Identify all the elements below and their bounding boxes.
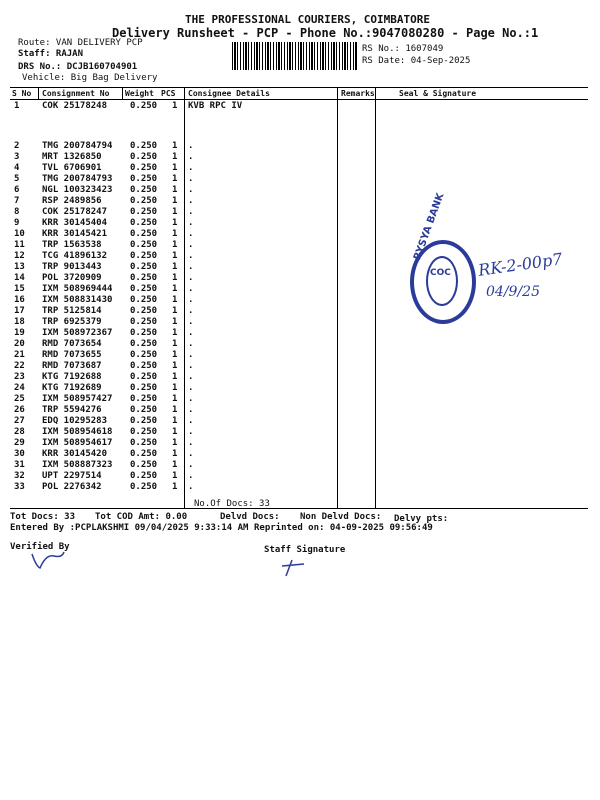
table-row [0, 174, 600, 185]
table-row [0, 383, 600, 394]
row-weight: 0.250 [130, 185, 158, 195]
row-sno: 7 [14, 196, 20, 206]
row-sno: 25 [14, 394, 25, 404]
row-consignee: KVB RPC IV [188, 101, 243, 111]
table-row [0, 240, 600, 251]
row-consignment-no: IXM 508954617 [42, 438, 113, 448]
table-row [0, 101, 600, 112]
table-row [0, 163, 600, 174]
stamp-inner-ring [426, 256, 458, 306]
table-row [0, 416, 600, 427]
row-consignee: . [188, 482, 194, 492]
row-weight: 0.250 [130, 482, 158, 492]
total-cod-amount: Tot COD Amt: 0.00 [95, 512, 188, 522]
table-row [0, 306, 600, 317]
row-consignee: . [188, 240, 194, 250]
staff-signature [278, 556, 308, 578]
row-consignee: . [188, 394, 194, 404]
row-pcs: 1 [172, 460, 178, 470]
row-consignment-no: IXM 508972367 [42, 328, 113, 338]
row-consignee: . [188, 306, 194, 316]
row-consignment-no: TVL 6706901 [42, 163, 102, 173]
row-sno: 2 [14, 141, 20, 151]
col-sno: S No [12, 89, 32, 98]
row-consignee: . [188, 207, 194, 217]
row-sno: 17 [14, 306, 25, 316]
row-weight: 0.250 [130, 295, 158, 305]
table-row [0, 317, 600, 328]
row-consignment-no: POL 2276342 [42, 482, 102, 492]
row-pcs: 1 [172, 262, 178, 272]
row-weight: 0.250 [130, 383, 158, 393]
row-weight: 0.250 [130, 416, 158, 426]
total-docs: Tot Docs: 33 [10, 512, 76, 522]
row-pcs: 1 [172, 174, 178, 184]
row-sno: 5 [14, 174, 20, 184]
table-row [0, 460, 600, 471]
row-pcs: 1 [172, 394, 178, 404]
row-pcs: 1 [172, 229, 178, 239]
row-pcs: 1 [172, 152, 178, 162]
row-sno: 33 [14, 482, 25, 492]
staff-label: Staff: RAJAN [18, 49, 84, 59]
table-row [0, 196, 600, 207]
table-row [0, 405, 600, 416]
table-row [0, 482, 600, 493]
row-sno: 26 [14, 405, 25, 415]
table-row [0, 152, 600, 163]
row-weight: 0.250 [130, 449, 158, 459]
row-pcs: 1 [172, 218, 178, 228]
row-consignee: . [188, 328, 194, 338]
table-row [0, 207, 600, 218]
row-consignee: . [188, 350, 194, 360]
row-weight: 0.250 [130, 328, 158, 338]
row-consignee: . [188, 449, 194, 459]
row-sno: 23 [14, 372, 25, 382]
row-weight: 0.250 [130, 350, 158, 360]
row-weight: 0.250 [130, 306, 158, 316]
row-pcs: 1 [172, 383, 178, 393]
row-weight: 0.250 [130, 101, 158, 111]
row-pcs: 1 [172, 141, 178, 151]
row-consignment-no: TCG 41896132 [42, 251, 108, 261]
col-weight: Weight [125, 89, 154, 98]
row-weight: 0.250 [130, 317, 158, 327]
row-consignee: . [188, 262, 194, 272]
row-weight: 0.250 [130, 372, 158, 382]
row-pcs: 1 [172, 163, 178, 173]
row-pcs: 1 [172, 207, 178, 217]
row-sno: 18 [14, 317, 25, 327]
stamp-center-text: COC [430, 268, 451, 278]
row-consignee: . [188, 471, 194, 481]
row-consignee: . [188, 284, 194, 294]
row-consignee: . [188, 438, 194, 448]
row-consignee: . [188, 405, 194, 415]
row-consignee: . [188, 427, 194, 437]
col-remarks: Remarks [341, 89, 375, 98]
row-pcs: 1 [172, 273, 178, 283]
row-consignment-no: TRP 9013443 [42, 262, 102, 272]
row-consignment-no: IXM 508969444 [42, 284, 113, 294]
col-seal-signature: Seal & Signature [399, 89, 477, 98]
row-consignment-no: TRP 6925379 [42, 317, 102, 327]
row-pcs: 1 [172, 471, 178, 481]
row-consignment-no: IXM 508957427 [42, 394, 113, 404]
row-consignment-no: RMD 7073654 [42, 339, 102, 349]
row-sno: 24 [14, 383, 25, 393]
row-weight: 0.250 [130, 273, 158, 283]
handwritten-ref: RK-2-00p7 [477, 249, 564, 280]
row-consignee: . [188, 416, 194, 426]
row-consignment-no: IXM 508831430 [42, 295, 113, 305]
route-label: Route: VAN DELIVERY PCP [18, 38, 143, 48]
row-consignee: . [188, 361, 194, 371]
row-weight: 0.250 [130, 460, 158, 470]
row-consignment-no: COK 25178248 [42, 101, 108, 111]
row-weight: 0.250 [130, 471, 158, 481]
table-row [0, 328, 600, 339]
table-header-border [10, 99, 588, 100]
row-pcs: 1 [172, 284, 178, 294]
row-sno: 21 [14, 350, 25, 360]
table-row [0, 394, 600, 405]
row-weight: 0.250 [130, 152, 158, 162]
row-pcs: 1 [172, 306, 178, 316]
row-consignee: . [188, 460, 194, 470]
row-pcs: 1 [172, 427, 178, 437]
table-row [0, 438, 600, 449]
table-row [0, 361, 600, 372]
row-pcs: 1 [172, 416, 178, 426]
row-sno: 19 [14, 328, 25, 338]
row-sno: 20 [14, 339, 25, 349]
non-delivered-docs: Non Delvd Docs: [300, 512, 382, 522]
row-consignment-no: TRP 5594276 [42, 405, 102, 415]
row-pcs: 1 [172, 438, 178, 448]
no-of-docs: No.Of Docs: 33 [194, 499, 270, 509]
row-weight: 0.250 [130, 218, 158, 228]
row-pcs: 1 [172, 101, 178, 111]
row-consignee: . [188, 383, 194, 393]
row-sno: 29 [14, 438, 25, 448]
row-pcs: 1 [172, 185, 178, 195]
row-weight: 0.250 [130, 251, 158, 261]
row-weight: 0.250 [130, 339, 158, 349]
row-sno: 10 [14, 229, 25, 239]
table-row [0, 350, 600, 361]
delivered-docs: Delvd Docs: [220, 512, 280, 522]
row-sno: 14 [14, 273, 25, 283]
row-sno: 3 [14, 152, 20, 162]
table-row [0, 372, 600, 383]
row-consignment-no: POL 3720909 [42, 273, 102, 283]
row-pcs: 1 [172, 449, 178, 459]
table-row [0, 339, 600, 350]
table-row [0, 449, 600, 460]
row-sno: 28 [14, 427, 25, 437]
vehicle-label: Vehicle: Big Bag Delivery [22, 73, 158, 83]
row-pcs: 1 [172, 317, 178, 327]
col-divider [38, 87, 39, 100]
row-consignment-no: KRR 30145404 [42, 218, 108, 228]
row-weight: 0.250 [130, 196, 158, 206]
row-consignment-no: RMD 7073687 [42, 361, 102, 371]
row-consignment-no: KRR 30145420 [42, 449, 108, 459]
row-weight: 0.250 [130, 361, 158, 371]
table-row [0, 427, 600, 438]
row-consignment-no: TMG 200784793 [42, 174, 113, 184]
row-pcs: 1 [172, 328, 178, 338]
table-top-border [10, 87, 588, 88]
row-consignee: . [188, 229, 194, 239]
row-consignment-no: TMG 200784794 [42, 141, 113, 151]
row-consignment-no: RSP 2489856 [42, 196, 102, 206]
row-sno: 13 [14, 262, 25, 272]
row-consignment-no: IXM 508887323 [42, 460, 113, 470]
row-sno: 8 [14, 207, 20, 217]
reprinted-on: Reprinted on: 04-09-2025 09:56:49 [254, 523, 433, 533]
row-sno: 16 [14, 295, 25, 305]
row-pcs: 1 [172, 361, 178, 371]
company-name: THE PROFESSIONAL COURIERS, COIMBATORE [185, 13, 431, 26]
table-row [0, 185, 600, 196]
row-pcs: 1 [172, 196, 178, 206]
row-sno: 15 [14, 284, 25, 294]
col-consignee: Consignee Details [188, 89, 270, 98]
row-weight: 0.250 [130, 427, 158, 437]
row-sno: 31 [14, 460, 25, 470]
row-sno: 12 [14, 251, 25, 261]
row-pcs: 1 [172, 372, 178, 382]
row-weight: 0.250 [130, 207, 158, 217]
handwritten-date: 04/9/25 [486, 284, 540, 300]
staff-signature-label: Staff Signature [264, 545, 346, 555]
table-row [0, 471, 600, 482]
row-consignment-no: TRP 5125814 [42, 306, 102, 316]
col-consignment: Consignment No [42, 89, 110, 98]
row-consignee: . [188, 317, 194, 327]
row-consignee: . [188, 141, 194, 151]
row-weight: 0.250 [130, 141, 158, 151]
row-pcs: 1 [172, 405, 178, 415]
verified-by-label: Verified By [10, 542, 70, 552]
table-row [0, 218, 600, 229]
row-consignment-no: RMD 7073655 [42, 350, 102, 360]
row-sno: 11 [14, 240, 25, 250]
row-weight: 0.250 [130, 394, 158, 404]
col-pcs: PCS [161, 89, 176, 98]
row-consignment-no: TRP 1563538 [42, 240, 102, 250]
row-weight: 0.250 [130, 229, 158, 239]
col-divider [122, 87, 123, 100]
row-weight: 0.250 [130, 262, 158, 272]
row-sno: 6 [14, 185, 20, 195]
row-weight: 0.250 [130, 284, 158, 294]
row-consignee: . [188, 152, 194, 162]
rs-date: RS Date: 04-Sep-2025 [362, 56, 471, 66]
row-consignment-no: IXM 508954618 [42, 427, 113, 437]
barcode [232, 42, 357, 70]
row-consignee: . [188, 218, 194, 228]
row-consignee: . [188, 251, 194, 261]
rs-number: RS No.: 1607049 [362, 44, 444, 54]
row-weight: 0.250 [130, 240, 158, 250]
row-sno: 30 [14, 449, 25, 459]
row-pcs: 1 [172, 339, 178, 349]
row-sno: 32 [14, 471, 25, 481]
row-consignment-no: COK 25178247 [42, 207, 108, 217]
row-consignee: . [188, 174, 194, 184]
delivery-points: Delvy pts: [394, 514, 449, 524]
table-row [0, 229, 600, 240]
row-pcs: 1 [172, 482, 178, 492]
row-consignment-no: KTG 7192688 [42, 372, 102, 382]
row-consignee: . [188, 372, 194, 382]
row-consignee: . [188, 339, 194, 349]
row-sno: 27 [14, 416, 25, 426]
verifier-signature [28, 548, 68, 572]
row-consignment-no: UPT 2297514 [42, 471, 102, 481]
row-consignee: . [188, 273, 194, 283]
row-consignment-no: KRR 30145421 [42, 229, 108, 239]
runsheet-title: Delivery Runsheet - PCP - Phone No.:9047080280 - Page No.:1 [112, 26, 539, 40]
row-pcs: 1 [172, 295, 178, 305]
row-consignment-no: EDQ 10295283 [42, 416, 108, 426]
row-weight: 0.250 [130, 438, 158, 448]
entered-by: Entered By :PCPLAKSHMI 09/04/2025 9:33:14 AM [10, 523, 249, 533]
row-pcs: 1 [172, 350, 178, 360]
table-bottom-border [10, 508, 588, 509]
drs-number: DRS No.: DCJB160704901 [18, 62, 138, 72]
row-consignment-no: NGL 100323423 [42, 185, 113, 195]
table-row [0, 141, 600, 152]
row-sno: 1 [14, 101, 20, 111]
row-consignee: . [188, 163, 194, 173]
row-consignee: . [188, 295, 194, 305]
row-pcs: 1 [172, 240, 178, 250]
stamp-ring-text: RYSYA BANK [412, 191, 447, 262]
row-consignee: . [188, 185, 194, 195]
row-consignment-no: MRT 1326850 [42, 152, 102, 162]
row-sno: 9 [14, 218, 20, 228]
row-consignment-no: KTG 7192689 [42, 383, 102, 393]
row-weight: 0.250 [130, 174, 158, 184]
row-weight: 0.250 [130, 405, 158, 415]
row-sno: 4 [14, 163, 20, 173]
row-consignee: . [188, 196, 194, 206]
row-sno: 22 [14, 361, 25, 371]
row-pcs: 1 [172, 251, 178, 261]
row-weight: 0.250 [130, 163, 158, 173]
